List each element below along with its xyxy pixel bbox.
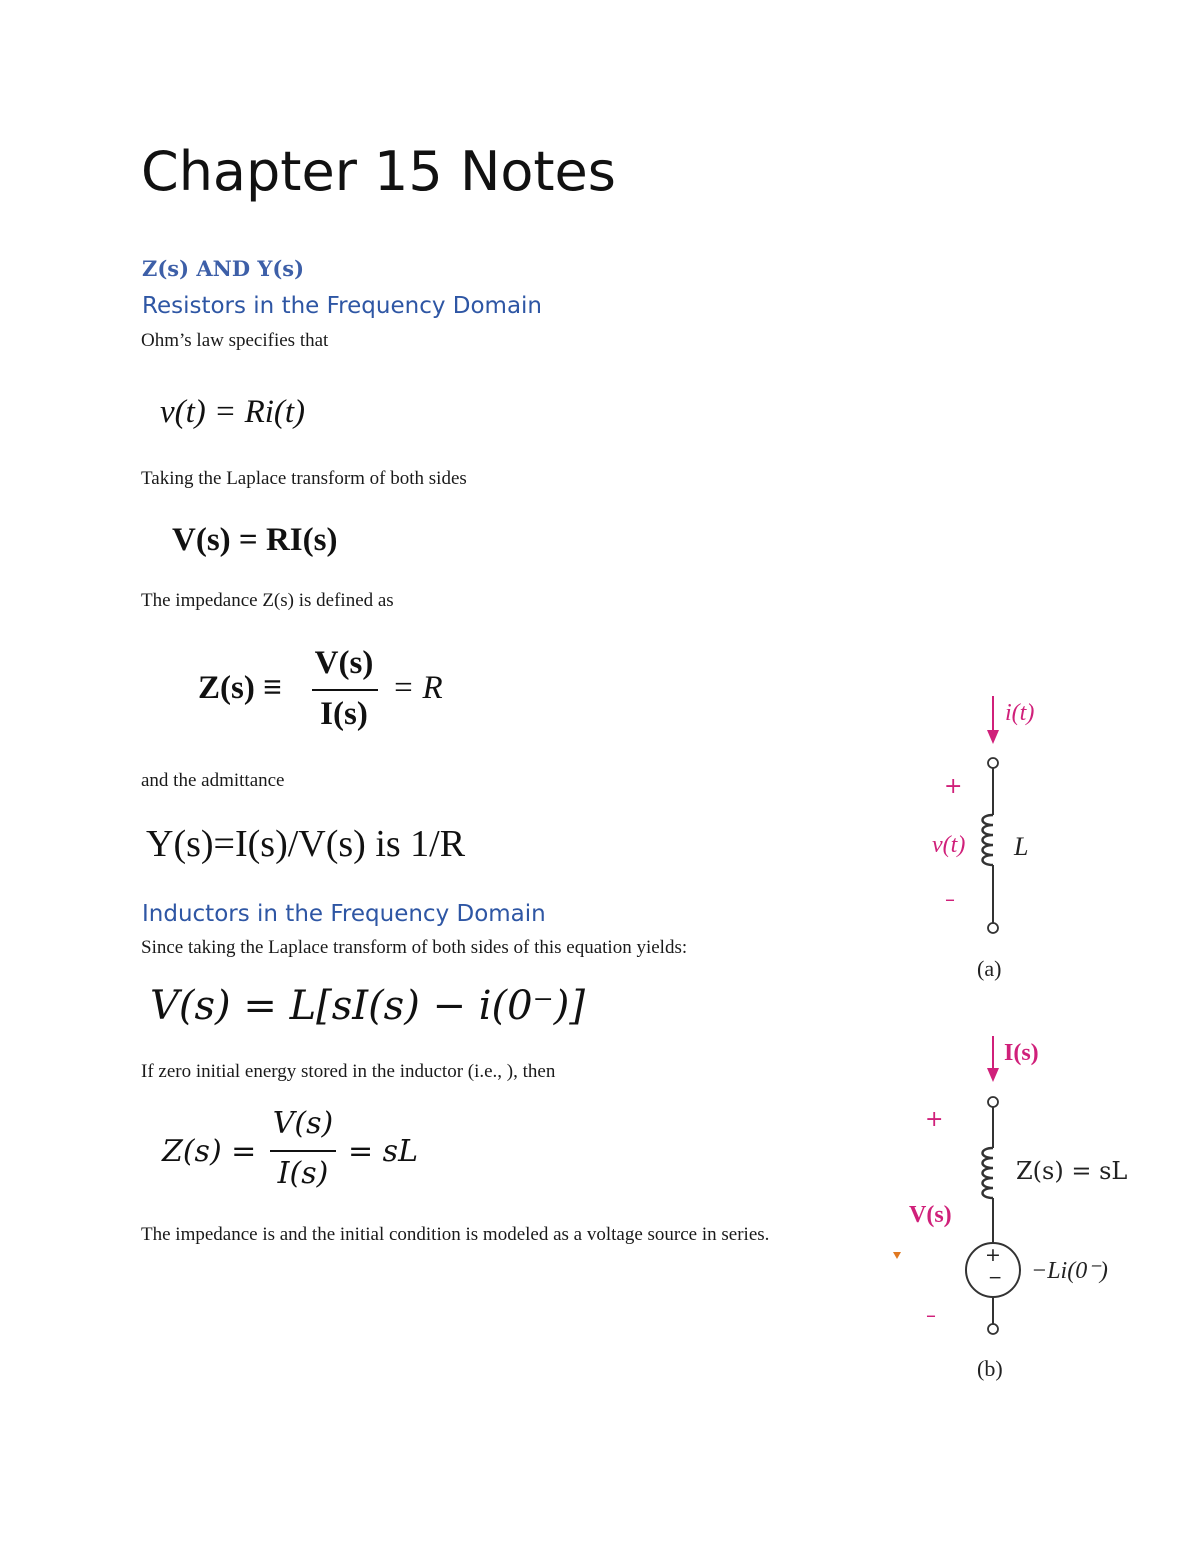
fig-a-voltage-label: v(t) [932, 832, 966, 858]
fig-b-caption: (b) [977, 1356, 1003, 1381]
fig-b-voltage-label: V(s) [909, 1202, 952, 1228]
resistors-heading: Resistors in the Frequency Domain [142, 293, 543, 319]
fig-a-caption: (a) [977, 956, 1002, 981]
inductor-impedance-rhs: = sL [348, 1134, 418, 1169]
fraction-bar [312, 689, 378, 691]
impedance-rhs: = R [392, 670, 443, 706]
fig-b-current-label: I(s) [1004, 1040, 1039, 1066]
impedance-lhs: Z(s) ≡ [198, 670, 282, 706]
inductor-impedance-numerator: V(s) [272, 1106, 334, 1141]
inductors-heading: Inductors in the Frequency Domain [142, 901, 546, 927]
section-heading: Z(s) AND Y(s) [142, 256, 305, 281]
laplace-intro-text: Taking the Laplace transform of both sides [141, 468, 467, 489]
impedance-numerator: V(s) [314, 645, 374, 681]
laplace-resistor-equation: V(s) = RI(s) [172, 522, 338, 558]
fig-b-plus-sign: + [925, 1107, 944, 1132]
impedance-intro-text: The impedance Z(s) is defined as [141, 590, 394, 611]
fig-b-source-label: −Li(0⁻) [1031, 1258, 1108, 1284]
inductor-impedance-denominator: I(s) [277, 1156, 329, 1191]
page-title: Chapter 15 Notes [141, 140, 616, 203]
inductor-impedance-lhs: Z(s) = [162, 1134, 257, 1169]
ohm-equation: v(t) = Ri(t) [160, 394, 306, 430]
ohm-intro-text: Ohm’s law specifies that [141, 330, 329, 351]
since-text: Since taking the Laplace transform of both sides of this equation yields: [141, 937, 688, 958]
impedance-denominator: I(s) [320, 696, 368, 732]
fig-a-inductor-label: L [1014, 832, 1029, 861]
inductor-circuit-b-diagram [900, 1030, 1100, 1350]
zero-energy-text: If zero initial energy stored in the inductor (i.e., ), then [141, 1061, 556, 1082]
fig-b-minus-sign: – [926, 1303, 936, 1327]
fig-b-impedance-label: Z(s) = sL [1016, 1157, 1128, 1185]
admittance-intro-text: and the admittance [141, 770, 285, 791]
fig-a-current-label: i(t) [1005, 700, 1035, 726]
fig-a-plus-sign: + [944, 774, 963, 799]
fig-b-source-minus: − [988, 1268, 1003, 1288]
inductor-laplace-equation: V(s) = L[sI(s) − i(0⁻)] [150, 983, 585, 1029]
fig-b-source-plus: + [985, 1244, 1001, 1266]
conclusion-text: The impedance is and the initial condition is modeled as a voltage source in series. [141, 1224, 770, 1245]
fraction-bar [270, 1150, 336, 1152]
admittance-equation: Y(s)=I(s)/V(s) is 1/R [146, 823, 466, 865]
fig-a-minus-sign: – [945, 887, 955, 911]
inductor-circuit-a-diagram [900, 690, 1100, 950]
